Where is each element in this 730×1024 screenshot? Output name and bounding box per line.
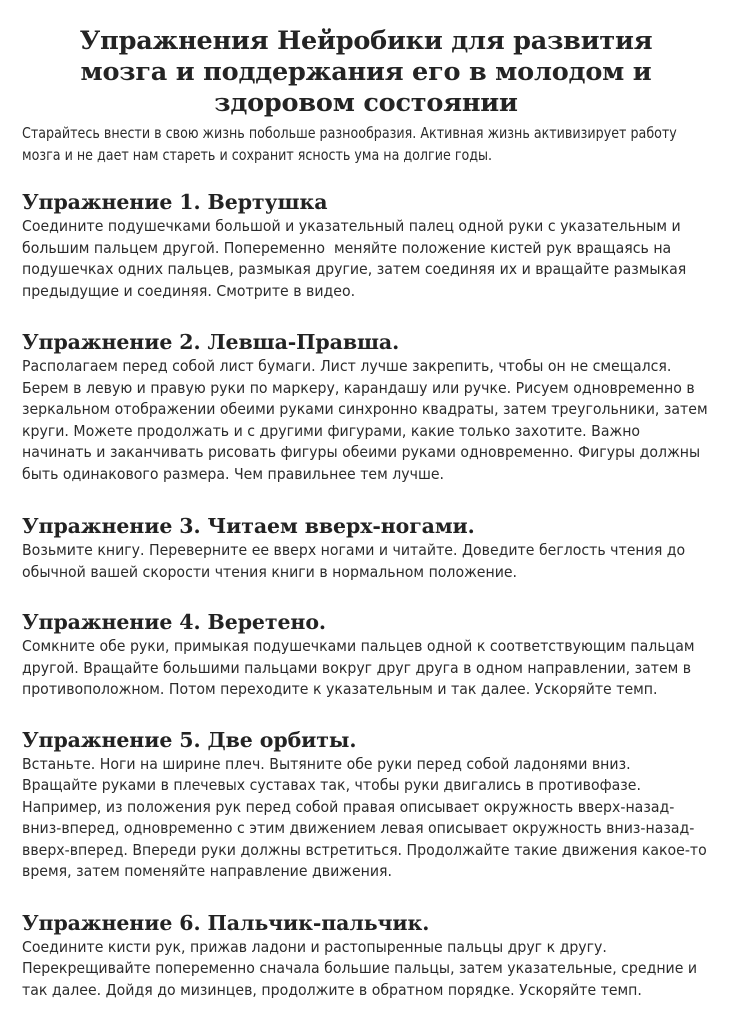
exercise-heading-1: Упражнение 1. Вертушка (22, 190, 328, 214)
exercise-section-5 (22, 728, 710, 883)
exercise-section-1 (22, 190, 710, 302)
exercise-heading-6: Упражнение 6. Пальчик-пальчик. (22, 910, 430, 935)
exercise-section-6 (22, 911, 710, 1002)
intro-paragraph: Старайтесь внести в свою жизнь побольше разнообразия. Активная жизнь активизирует работу мозга и не дает нам стареть и сохранит ясность ума на долгие годы. (22, 124, 677, 164)
exercise-body-6: Соедините кисти рук, прижав ладони и растопыренные пальцы друг к другу. Перекрещивайте попеременно сначала большие пальцы, затем указательные, средние и так далее. Дойдя до мизинцев, продолжите в обратном порядке. Ускоряйте темп. (22, 937, 702, 999)
exercise-heading-3: Упражнение 3. Читаем вверх-ногами. (22, 514, 475, 538)
exercise-heading-5: Упражнение 5. Две орбиты. (22, 727, 357, 752)
exercise-body-1: Соедините подушечками большой и указательный палец одной руки с указательным и большим пальцем другой. Попеременно меняйте положение кистей рук вращаясь на подушечках одних пальцев, размыкая другие, затем соединяя их и вращайте размыкая предыдущие и соединяя. Смотрите в видео. (22, 217, 691, 300)
exercise-heading-2: Упражнение 2. Левша-Правша. (22, 330, 400, 354)
exercise-section-4 (22, 610, 710, 701)
exercise-body-2: Располагаем перед собой лист бумаги. Лист лучше закрепить, чтобы он не смещался. Берем в левую и правую руки по маркеру, карандашу или ручке. Рисуем одновременно в зеркальном отображении обеими руками синхронно квадраты, затем треугольники, затем круги. Можете продолжать и с другими фигурами, какие только захотите. Важно начинать и заканчивать рисовать фигуры обеими руками одновременно. Фигуры должны быть одинакового размера. Чем правильнее тем лучше. (22, 357, 713, 483)
exercise-section-2 (22, 330, 713, 485)
exercise-body-4: Сомкните обе руки, примыкая подушечками пальцев одной к соответствующим пальцам другой. Вращайте большими пальцами вокруг друг друга в одном направлении, затем в противоположном. Потом переходите к указательным и так далее. Ускоряйте темп. (22, 637, 700, 698)
exercise-section-3 (22, 514, 710, 583)
exercise-heading-4: Упражнение 4. Веретено. (22, 610, 326, 634)
exercise-body-3: Возьмите книгу. Переверните ее вверх ногами и читайте. Доведите беглость чтения до обычной вашей скорости чтения книги в нормальном положение. (22, 541, 690, 581)
exercise-body-5: Встаньте. Ноги на ширине плеч. Вытяните обе руки перед собой ладонями вниз. Вращайте руками в плечевых суставах так, чтобы руки двигались в противофазе. Например, из положения рук перед собой правая описывает окружность вверх-назад-вниз-вперед, одновременно с этим движением левая описывает окружность вниз-назад-вверх-вперед. Впереди руки должны встретиться. Продолжайте такие движения какое-то время, затем поменяйте направление движения. (22, 754, 712, 880)
page-title: Упражнения Нейробики для развития мозга и поддержания его в молодом и здоровом состоянии (79, 26, 653, 118)
